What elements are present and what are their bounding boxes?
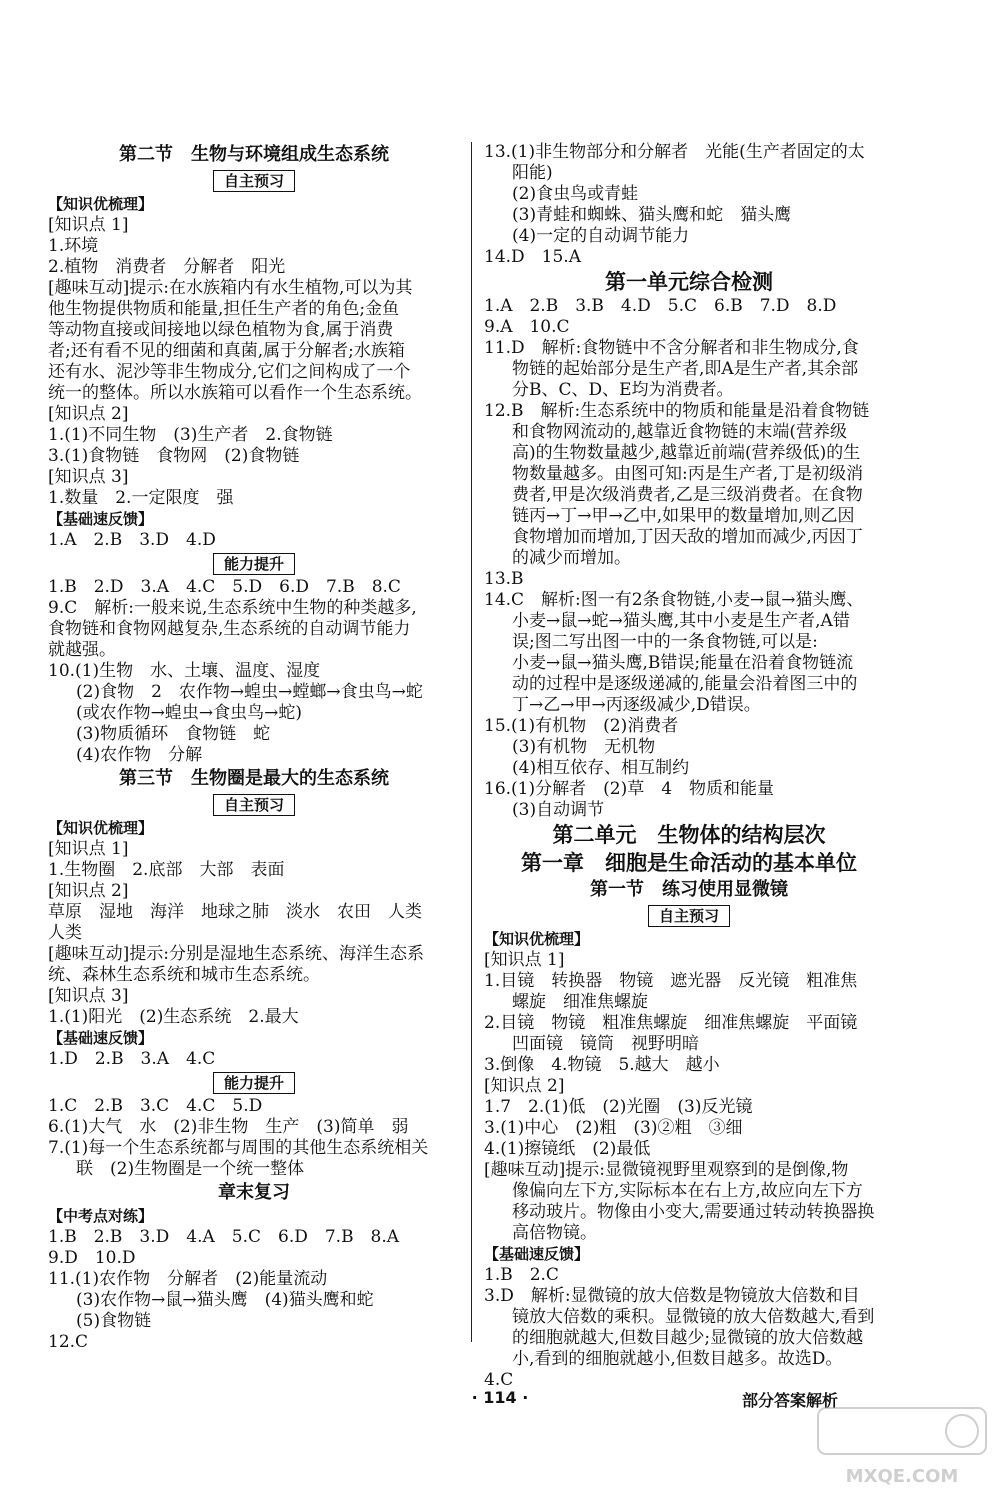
text-line: [知识点 3] xyxy=(48,467,129,487)
unit-title: 第二单元 生物体的结构层次 xyxy=(552,823,826,847)
text-line: 移动玻片。物像由小变大,需要通过转动转换器换 xyxy=(512,1202,875,1222)
text-line: 【基础速反馈】 xyxy=(48,510,154,528)
section-title: 第一节 练习使用显微镜 xyxy=(590,879,788,900)
text-line: 食物链和食物网越复杂,生态系统的自动调节能力 xyxy=(48,619,411,639)
chapter-title: 第一章 细胞是生命活动的基本单位 xyxy=(521,851,857,875)
text-line: 9.D 10.D xyxy=(48,1248,136,1268)
text-line: 1.(1)不同生物 (3)生产者 2.食物链 xyxy=(48,425,333,445)
text-line: 阳能) xyxy=(512,163,553,183)
text-line: 3.(1)中心 (2)粗 (3)②粗 ③细 xyxy=(484,1118,743,1138)
text-line: 12.B 解析:生态系统中的物质和能量是沿着食物链 xyxy=(484,401,870,421)
text-line: 的减少而增加。 xyxy=(512,548,631,568)
text-line: 螺旋 细准焦螺旋 xyxy=(512,992,648,1012)
text-line: 16.(1)分解者 (2)草 4 物质和能量 xyxy=(484,779,775,799)
text-line: [知识点 1] xyxy=(48,839,129,859)
text-line: 食物增加而增加,丁因天敌的增加而减少,丙因丁 xyxy=(512,527,863,547)
text-line: 7.(1)每一个生态系统都与周围的其他生态系统相关 xyxy=(48,1138,429,1158)
text-line: 他生物提供物质和能量,担任生产者的角色;金鱼 xyxy=(48,299,400,319)
text-line: 3.(1)食物链 食物网 (2)食物链 xyxy=(48,446,300,466)
section-title: 第三节 生物圈是最大的生态系统 xyxy=(119,768,389,789)
footer-title: 部分答案解析 xyxy=(742,1391,839,1410)
text-line: 1.A 2.B 3.B 4.D 5.C 6.B 7.D 8.D xyxy=(484,296,837,316)
text-line: 和食物网流动的,越靠近食物链的末端(营养级 xyxy=(512,422,848,442)
text-line: 【知识优梳理】 xyxy=(48,195,154,213)
ability-label: 能力提升 xyxy=(213,553,295,575)
text-line: [知识点 2] xyxy=(484,1076,565,1096)
text-line: 高倍物镜。 xyxy=(512,1223,597,1243)
text-line: [知识点 2] xyxy=(48,881,129,901)
ability-label: 能力提升 xyxy=(213,1072,295,1094)
text-line: 3.倒像 4.物镜 5.越大 越小 xyxy=(484,1055,720,1075)
left-column xyxy=(48,142,460,1353)
text-line: 1.B 2.D 3.A 4.C 5.D 6.D 7.B 8.C xyxy=(48,577,401,597)
text-line: (4)一定的自动调节能力 xyxy=(512,226,690,246)
self-preview-label: 自主预习 xyxy=(213,170,295,192)
text-line: 【基础速反馈】 xyxy=(484,1245,590,1263)
text-line: 13.(1)非生物部分和分解者 光能(生产者固定的太 xyxy=(484,142,865,162)
text-line: 【知识优梳理】 xyxy=(48,819,154,837)
watermark-logo xyxy=(812,1402,992,1492)
text-line: 2.植物 消费者 分解者 阳光 xyxy=(48,257,286,277)
text-line: 14.C 解析:图一有2条食物链,小麦→鼠→猫头鹰、 xyxy=(484,590,864,610)
text-line: 14.D 15.A xyxy=(484,247,581,267)
text-line: 人类 xyxy=(48,923,82,943)
text-line: 3.D 解析:显微镜的放大倍数是物镜放大倍数和目 xyxy=(484,1286,860,1306)
text-line: 丁→乙→甲→丙逐级减少,D错误。 xyxy=(512,695,761,715)
text-line: (4)相互依存、相互制约 xyxy=(512,758,690,778)
text-line: 小麦→鼠→猫头鹰,B错误;能量在沿着食物链流 xyxy=(512,653,854,673)
text-line: [知识点 2] xyxy=(48,404,129,424)
text-line: 11.(1)农作物 分解者 (2)能量流动 xyxy=(48,1269,328,1289)
text-line: 者;还有看不见的细菌和真菌,属于分解者;水族箱 xyxy=(48,341,405,361)
text-line: (3)物质循环 食物链 蛇 xyxy=(76,724,271,744)
text-line: 1.生物圈 2.底部 大部 表面 xyxy=(48,860,285,880)
text-line: 统一的整体。所以水族箱可以看作一个生态系统。 xyxy=(48,383,422,403)
text-line: 像偏向左下方,实际标本在右上方,故应向左下方 xyxy=(512,1181,863,1201)
text-line: (3)自动调节 xyxy=(512,800,605,820)
text-line: [趣味互动]提示:显微镜视野里观察到的是倒像,物 xyxy=(484,1160,849,1180)
page-number: · 114 · xyxy=(471,1388,529,1407)
text-line: 凹面镜 镜筒 视野明暗 xyxy=(512,1034,699,1054)
text-line: 误;图二写出图一中的一条食物链,可以是: xyxy=(512,632,818,652)
text-line: 【中考点对练】 xyxy=(48,1207,154,1225)
text-line: 4.C xyxy=(484,1370,514,1390)
text-line: 1.A 2.B 3.D 4.D xyxy=(48,530,216,550)
text-line: 9.C 解析:一般来说,生态系统中生物的种类越多, xyxy=(48,598,417,618)
text-line: 【知识优梳理】 xyxy=(484,930,590,948)
section-title: 章末复习 xyxy=(218,1182,290,1203)
text-line: (5)食物链 xyxy=(76,1311,152,1331)
text-line: 2.目镜 物镜 粗准焦螺旋 细准焦螺旋 平面镜 xyxy=(484,1013,858,1033)
text-line: 1.数量 2.一定限度 强 xyxy=(48,488,234,508)
column-divider xyxy=(471,142,472,1342)
text-line: 4.(1)擦镜纸 (2)最低 xyxy=(484,1139,651,1159)
text-line: (3)有机物 无机物 xyxy=(512,737,656,757)
section-title: 第二节 生物与环境组成生态系统 xyxy=(119,144,389,165)
text-line: 分B、C、D、E均为消费者。 xyxy=(512,380,734,400)
text-line: 1.C 2.B 3.C 4.C 5.D xyxy=(48,1096,263,1116)
text-line: 的细胞就越大,但数目越少;显微镜的放大倍数越 xyxy=(512,1328,864,1348)
text-line: 小,看到的细胞就越小,但数目越多。故选D。 xyxy=(512,1349,843,1369)
text-line: 就越强。 xyxy=(48,640,116,660)
text-line: (4)农作物 分解 xyxy=(76,745,203,765)
text-line: 1.B 2.C xyxy=(484,1265,559,1285)
text-line: 1.目镜 转换器 物镜 遮光器 反光镜 粗准焦 xyxy=(484,971,858,991)
text-line: 1.7 2.(1)低 (2)光圈 (3)反光镜 xyxy=(484,1097,753,1117)
text-line: 联 (2)生物圈是一个统一整体 xyxy=(76,1159,305,1179)
unit-test-title: 第一单元综合检测 xyxy=(605,270,773,294)
text-line: 链丙→丁→甲→乙中,如果甲的数量增加,则乙因 xyxy=(512,506,855,526)
text-line: [知识点 3] xyxy=(48,986,129,1006)
text-line: (2)食虫鸟或青蛙 xyxy=(512,184,639,204)
text-line: 物数量越多。由图可知:丙是生产者,丁是初级消 xyxy=(512,464,864,484)
text-line: 1.环境 xyxy=(48,236,99,256)
text-line: 15.(1)有机物 (2)消费者 xyxy=(484,716,679,736)
right-column xyxy=(484,142,894,1391)
text-line: 动的过程中是逐级递减的,能量会沿着图三中的 xyxy=(512,674,858,694)
text-line: 小麦→鼠→蛇→猫头鹰,其中小麦是生产者,A错 xyxy=(512,611,850,631)
text-line: (或农作物→蝗虫→食虫鸟→蛇) xyxy=(76,703,302,723)
text-line: 草原 湿地 海洋 地球之肺 淡水 农田 人类 xyxy=(48,902,422,922)
text-line: [知识点 1] xyxy=(48,215,129,235)
self-preview-label: 自主预习 xyxy=(648,905,730,927)
text-line: (3)农作物→鼠→猫头鹰 (4)猫头鹰和蛇 xyxy=(76,1290,374,1310)
text-line: 费者,甲是次级消费者,乙是三级消费者。在食物 xyxy=(512,485,863,505)
text-line: 1.D 2.B 3.A 4.C xyxy=(48,1049,216,1069)
text-line: 物链的起始部分是生产者,即A是生产者,其余部 xyxy=(512,359,859,379)
text-line: 统、森林生态系统和城市生态系统。 xyxy=(48,965,320,985)
text-line: [知识点 1] xyxy=(484,950,565,970)
text-line: 11.D 解析:食物链中不含分解者和非生物成分,食 xyxy=(484,338,859,358)
text-line: 9.A 10.C xyxy=(484,317,570,337)
text-line: 高)的生物数量越少,越靠近前端(营养级低)的生 xyxy=(512,443,861,463)
text-line: 1.(1)阳光 (2)生态系统 2.最大 xyxy=(48,1007,299,1027)
text-line: 1.B 2.B 3.D 4.A 5.C 6.D 7.B 8.A xyxy=(48,1227,400,1247)
text-line: 10.(1)生物 水、土壤、温度、湿度 xyxy=(48,661,321,681)
text-line: 12.C xyxy=(48,1332,89,1352)
text-line: 镜放大倍数的乘积。显微镜的放大倍数越大,看到 xyxy=(512,1307,875,1327)
self-preview-label: 自主预习 xyxy=(213,794,295,816)
text-line: 等动物直接或间接地以绿色植物为食,属于消费 xyxy=(48,320,394,340)
text-line: 【基础速反馈】 xyxy=(48,1029,154,1047)
text-line: (3)青蛙和蜘蛛、猫头鹰和蛇 猫头鹰 xyxy=(512,205,792,225)
text-line: [趣味互动]提示:在水族箱内有水生植物,可以为其 xyxy=(48,278,413,298)
text-line: [趣味互动]提示:分别是湿地生态系统、海洋生态系 xyxy=(48,944,424,964)
text-line: 13.B xyxy=(484,569,524,589)
text-line: 还有水、泥沙等非生物成分,它们之间构成了一个 xyxy=(48,362,411,382)
text-line: 6.(1)大气 水 (2)非生物 生产 (3)简单 弱 xyxy=(48,1117,409,1137)
text-line: (2)食物 2 农作物→蝗虫→螳螂→食虫鸟→蛇 xyxy=(76,682,423,702)
watermark-text: MXQE.COM xyxy=(845,1466,959,1487)
